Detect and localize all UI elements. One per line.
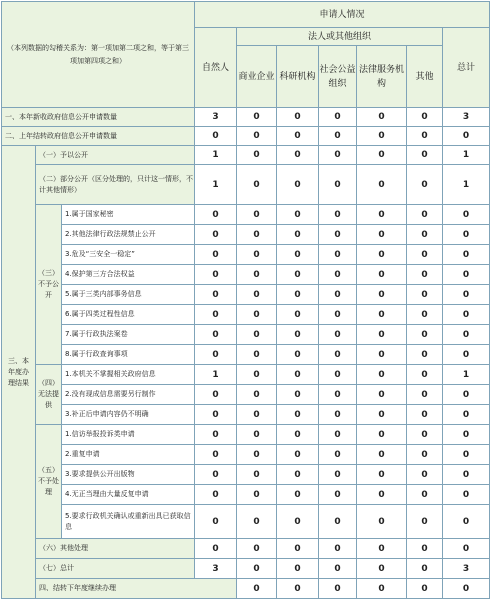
natural-person-cell: 0 xyxy=(195,285,237,305)
row-label: 8.属于行政查询事项 xyxy=(62,345,195,365)
other-cell: 0 xyxy=(407,205,443,225)
total-cell: 0 xyxy=(443,225,490,245)
total-cell: 3 xyxy=(443,108,490,127)
table-row xyxy=(2,365,490,385)
social-welfare-cell: 0 xyxy=(319,559,357,579)
social-welfare-cell: 0 xyxy=(319,165,357,205)
table-row xyxy=(2,265,490,285)
other-cell: 0 xyxy=(407,345,443,365)
research-cell: 0 xyxy=(277,385,319,405)
social-welfare-cell: 0 xyxy=(319,225,357,245)
table-note: （本列数据的勾稽关系为：第一项加第二项之和，等于第三项加第四项之和） xyxy=(2,2,195,108)
natural-person-cell: 3 xyxy=(195,108,237,127)
research-cell: 0 xyxy=(277,127,319,146)
table-row xyxy=(2,325,490,345)
table-row xyxy=(2,345,490,365)
commercial-cell: 0 xyxy=(237,445,277,465)
row-label: 二、上年结转政府信息公开申请数量 xyxy=(2,127,195,146)
social-welfare-cell: 0 xyxy=(319,108,357,127)
total-cell: 0 xyxy=(443,405,490,425)
commercial-cell: 0 xyxy=(237,405,277,425)
social-welfare-cell: 0 xyxy=(319,325,357,345)
other-cell: 0 xyxy=(407,505,443,539)
table-row xyxy=(2,559,490,579)
total-cell: 0 xyxy=(443,505,490,539)
other-cell: 0 xyxy=(443,579,490,599)
legal-service-cell: 0 xyxy=(357,108,407,127)
row-label: （一）予以公开 xyxy=(36,146,195,165)
other-cell: 0 xyxy=(407,385,443,405)
total-cell: 0 xyxy=(443,539,490,559)
table-row xyxy=(2,146,490,165)
research-cell: 0 xyxy=(277,146,319,165)
commercial-cell: 0 xyxy=(237,385,277,405)
other-cell: 0 xyxy=(407,405,443,425)
table-row xyxy=(2,225,490,245)
row-label: 3.要求提供公开出版物 xyxy=(62,465,195,485)
total-header: 总计 xyxy=(443,28,490,108)
other-cell: 0 xyxy=(407,465,443,485)
legal-service-cell: 0 xyxy=(357,425,407,445)
legal-service-cell: 0 xyxy=(407,579,443,599)
legal-service-cell: 0 xyxy=(357,146,407,165)
natural-person-cell: 0 xyxy=(195,425,237,445)
table-row xyxy=(2,285,490,305)
table-row xyxy=(2,485,490,505)
legal-service-cell: 0 xyxy=(357,325,407,345)
commercial-cell: 0 xyxy=(237,485,277,505)
total-cell: 0 xyxy=(443,385,490,405)
row-label: 1.信访举报投诉类申请 xyxy=(62,425,195,445)
legal-service-cell: 0 xyxy=(357,245,407,265)
total-cell: 0 xyxy=(443,425,490,445)
table-row xyxy=(2,425,490,445)
other-cell: 0 xyxy=(407,265,443,285)
total-cell: 0 xyxy=(443,485,490,505)
social-welfare-cell: 0 xyxy=(319,505,357,539)
social-welfare-cell: 0 xyxy=(319,285,357,305)
row-label: 3.补正后申请内容仍不明确 xyxy=(62,405,195,425)
social-welfare-cell: 0 xyxy=(319,445,357,465)
commercial-cell: 0 xyxy=(237,305,277,325)
commercial-cell: 0 xyxy=(237,365,277,385)
natural-person-cell: 0 xyxy=(195,465,237,485)
other-cell: 0 xyxy=(407,146,443,165)
research-cell: 0 xyxy=(277,225,319,245)
natural-person-cell: 0 xyxy=(195,345,237,365)
commercial-cell: 0 xyxy=(237,505,277,539)
natural-person-cell: 0 xyxy=(195,305,237,325)
commercial-cell: 0 xyxy=(237,127,277,146)
other-cell: 0 xyxy=(407,305,443,325)
research-cell: 0 xyxy=(277,205,319,225)
commercial-cell: 0 xyxy=(237,285,277,305)
other-cell: 0 xyxy=(407,108,443,127)
row-label: 4.无正当理由大量反复申请 xyxy=(62,485,195,505)
other-cell: 0 xyxy=(407,485,443,505)
social-welfare-cell: 0 xyxy=(319,385,357,405)
total-cell: 0 xyxy=(443,445,490,465)
row-label: 4.保护第三方合法权益 xyxy=(62,265,195,285)
row-label: 7.属于行政执法案卷 xyxy=(62,325,195,345)
total-cell: 1 xyxy=(443,146,490,165)
natural-person-cell: 0 xyxy=(237,579,277,599)
table-row xyxy=(2,405,490,425)
total-cell: 0 xyxy=(443,245,490,265)
legal-service-cell: 0 xyxy=(357,127,407,146)
row-label: （六）其他处理 xyxy=(36,539,195,559)
research-cell: 0 xyxy=(277,465,319,485)
sub5-label: （五）不予处理 xyxy=(36,425,62,539)
applicant-info-header: 申请人情况 xyxy=(195,2,490,28)
commercial-cell: 0 xyxy=(237,265,277,285)
row-label: 四、结转下年度继续办理 xyxy=(36,579,237,599)
social-welfare-cell: 0 xyxy=(319,485,357,505)
total-cell: 0 xyxy=(443,345,490,365)
social-welfare-header: 社会公益组织 xyxy=(319,46,357,108)
legal-service-cell: 0 xyxy=(357,539,407,559)
natural-person-cell: 0 xyxy=(195,405,237,425)
natural-person-cell: 0 xyxy=(195,445,237,465)
research-cell: 0 xyxy=(277,285,319,305)
total-cell: 1 xyxy=(443,165,490,205)
natural-person-cell: 0 xyxy=(195,539,237,559)
legal-service-header: 法律服务机构 xyxy=(357,46,407,108)
row-label: 2.其他法律行政法规禁止公开 xyxy=(62,225,195,245)
natural-person-cell: 1 xyxy=(195,165,237,205)
legal-service-cell: 0 xyxy=(357,485,407,505)
social-welfare-cell: 0 xyxy=(319,365,357,385)
research-cell: 0 xyxy=(277,345,319,365)
total-cell: 0 xyxy=(443,205,490,225)
legal-service-cell: 0 xyxy=(357,165,407,205)
other-cell: 0 xyxy=(407,165,443,205)
section3-label: 三、本年度办理结果 xyxy=(2,146,36,599)
other-cell: 0 xyxy=(407,445,443,465)
natural-person-cell: 0 xyxy=(195,485,237,505)
research-cell: 0 xyxy=(277,425,319,445)
legal-service-cell: 0 xyxy=(357,385,407,405)
table-row xyxy=(2,245,490,265)
natural-person-cell: 0 xyxy=(195,265,237,285)
legal-service-cell: 0 xyxy=(357,225,407,245)
row-label: （七）总计 xyxy=(36,559,195,579)
other-cell: 0 xyxy=(407,559,443,579)
natural-person-cell: 0 xyxy=(195,505,237,539)
research-cell: 0 xyxy=(277,305,319,325)
natural-person-cell: 0 xyxy=(195,385,237,405)
legal-service-cell: 0 xyxy=(357,265,407,285)
research-cell: 0 xyxy=(277,108,319,127)
table-row xyxy=(2,445,490,465)
table-row xyxy=(2,579,490,599)
commercial-cell: 0 xyxy=(237,345,277,365)
research-cell: 0 xyxy=(319,579,357,599)
row-label: 5.要求行政机关确认或重新出具已获取信息 xyxy=(62,505,195,539)
table-row xyxy=(2,205,490,225)
row-label: （二）部分公开（区分处理的，只计这一情形，不计其他情形） xyxy=(36,165,195,205)
other-cell: 0 xyxy=(407,365,443,385)
social-welfare-cell: 0 xyxy=(319,245,357,265)
legal-group-header: 法人或其他组织 xyxy=(237,28,443,46)
natural-person-cell: 0 xyxy=(195,325,237,345)
research-cell: 0 xyxy=(277,245,319,265)
other-cell: 0 xyxy=(407,285,443,305)
table-row xyxy=(2,539,490,559)
total-cell: 0 xyxy=(443,325,490,345)
natural-person-cell: 3 xyxy=(195,559,237,579)
social-welfare-cell: 0 xyxy=(319,405,357,425)
table-row xyxy=(2,385,490,405)
commercial-cell: 0 xyxy=(237,425,277,445)
table-row xyxy=(2,465,490,485)
research-header: 科研机构 xyxy=(277,46,319,108)
table-row xyxy=(2,127,490,146)
social-welfare-cell: 0 xyxy=(319,465,357,485)
table-row xyxy=(2,165,490,205)
commercial-cell: 0 xyxy=(237,146,277,165)
legal-service-cell: 0 xyxy=(357,505,407,539)
row-label: 一、本年新收政府信息公开申请数量 xyxy=(2,108,195,127)
commercial-cell: 0 xyxy=(237,465,277,485)
social-welfare-cell: 0 xyxy=(319,305,357,325)
social-welfare-cell: 0 xyxy=(319,205,357,225)
other-cell: 0 xyxy=(407,539,443,559)
natural-person-cell: 0 xyxy=(195,127,237,146)
social-welfare-cell: 0 xyxy=(319,345,357,365)
research-cell: 0 xyxy=(277,365,319,385)
social-welfare-cell: 0 xyxy=(319,425,357,445)
disclosure-statistics-table xyxy=(1,1,490,599)
row-label: 6.属于四类过程性信息 xyxy=(62,305,195,325)
table-row xyxy=(2,505,490,539)
row-label: 2.重复申请 xyxy=(62,445,195,465)
research-cell: 0 xyxy=(277,505,319,539)
table-row xyxy=(2,108,490,127)
commercial-cell: 0 xyxy=(237,539,277,559)
natural-person-cell: 0 xyxy=(195,205,237,225)
research-cell: 0 xyxy=(277,325,319,345)
research-cell: 0 xyxy=(277,485,319,505)
social-welfare-cell: 0 xyxy=(319,539,357,559)
other-header: 其他 xyxy=(407,46,443,108)
natural-person-header: 自然人 xyxy=(195,28,237,108)
total-cell: 0 xyxy=(443,265,490,285)
row-label: 3.危及“三安全一稳定” xyxy=(62,245,195,265)
table-row xyxy=(2,305,490,325)
commercial-header: 商业企业 xyxy=(237,46,277,108)
legal-service-cell: 0 xyxy=(357,559,407,579)
other-cell: 0 xyxy=(407,245,443,265)
legal-service-cell: 0 xyxy=(357,465,407,485)
research-cell: 0 xyxy=(277,559,319,579)
legal-service-cell: 0 xyxy=(357,305,407,325)
natural-person-cell: 0 xyxy=(195,225,237,245)
other-cell: 0 xyxy=(407,425,443,445)
sub4-label: （四）无法提供 xyxy=(36,365,62,425)
total-cell: 3 xyxy=(443,559,490,579)
total-cell: 0 xyxy=(443,127,490,146)
commercial-cell: 0 xyxy=(237,245,277,265)
total-cell: 0 xyxy=(443,465,490,485)
commercial-cell: 0 xyxy=(237,108,277,127)
natural-person-cell: 0 xyxy=(195,245,237,265)
row-label: 1.本机关不掌握相关政府信息 xyxy=(62,365,195,385)
legal-service-cell: 0 xyxy=(357,285,407,305)
commercial-cell: 0 xyxy=(277,579,319,599)
total-cell: 0 xyxy=(443,285,490,305)
row-label: 2.没有现成信息需要另行制作 xyxy=(62,385,195,405)
natural-person-cell: 1 xyxy=(195,146,237,165)
social-welfare-cell: 0 xyxy=(357,579,407,599)
total-cell: 0 xyxy=(443,305,490,325)
research-cell: 0 xyxy=(277,265,319,285)
commercial-cell: 0 xyxy=(237,205,277,225)
research-cell: 0 xyxy=(277,539,319,559)
legal-service-cell: 0 xyxy=(357,205,407,225)
row-label: 5.属于三类内部事务信息 xyxy=(62,285,195,305)
legal-service-cell: 0 xyxy=(357,445,407,465)
social-welfare-cell: 0 xyxy=(319,265,357,285)
commercial-cell: 0 xyxy=(237,559,277,579)
legal-service-cell: 0 xyxy=(357,405,407,425)
research-cell: 0 xyxy=(277,165,319,205)
other-cell: 0 xyxy=(407,225,443,245)
commercial-cell: 0 xyxy=(237,165,277,205)
social-welfare-cell: 0 xyxy=(319,127,357,146)
commercial-cell: 0 xyxy=(237,325,277,345)
total-cell: 1 xyxy=(443,365,490,385)
commercial-cell: 0 xyxy=(237,225,277,245)
research-cell: 0 xyxy=(277,405,319,425)
row-label: 1.属于国家秘密 xyxy=(62,205,195,225)
natural-person-cell: 1 xyxy=(195,365,237,385)
legal-service-cell: 0 xyxy=(357,365,407,385)
social-welfare-cell: 0 xyxy=(319,146,357,165)
research-cell: 0 xyxy=(277,445,319,465)
other-cell: 0 xyxy=(407,325,443,345)
legal-service-cell: 0 xyxy=(357,345,407,365)
sub3-label: （三）不予公开 xyxy=(36,205,62,365)
other-cell: 0 xyxy=(407,127,443,146)
